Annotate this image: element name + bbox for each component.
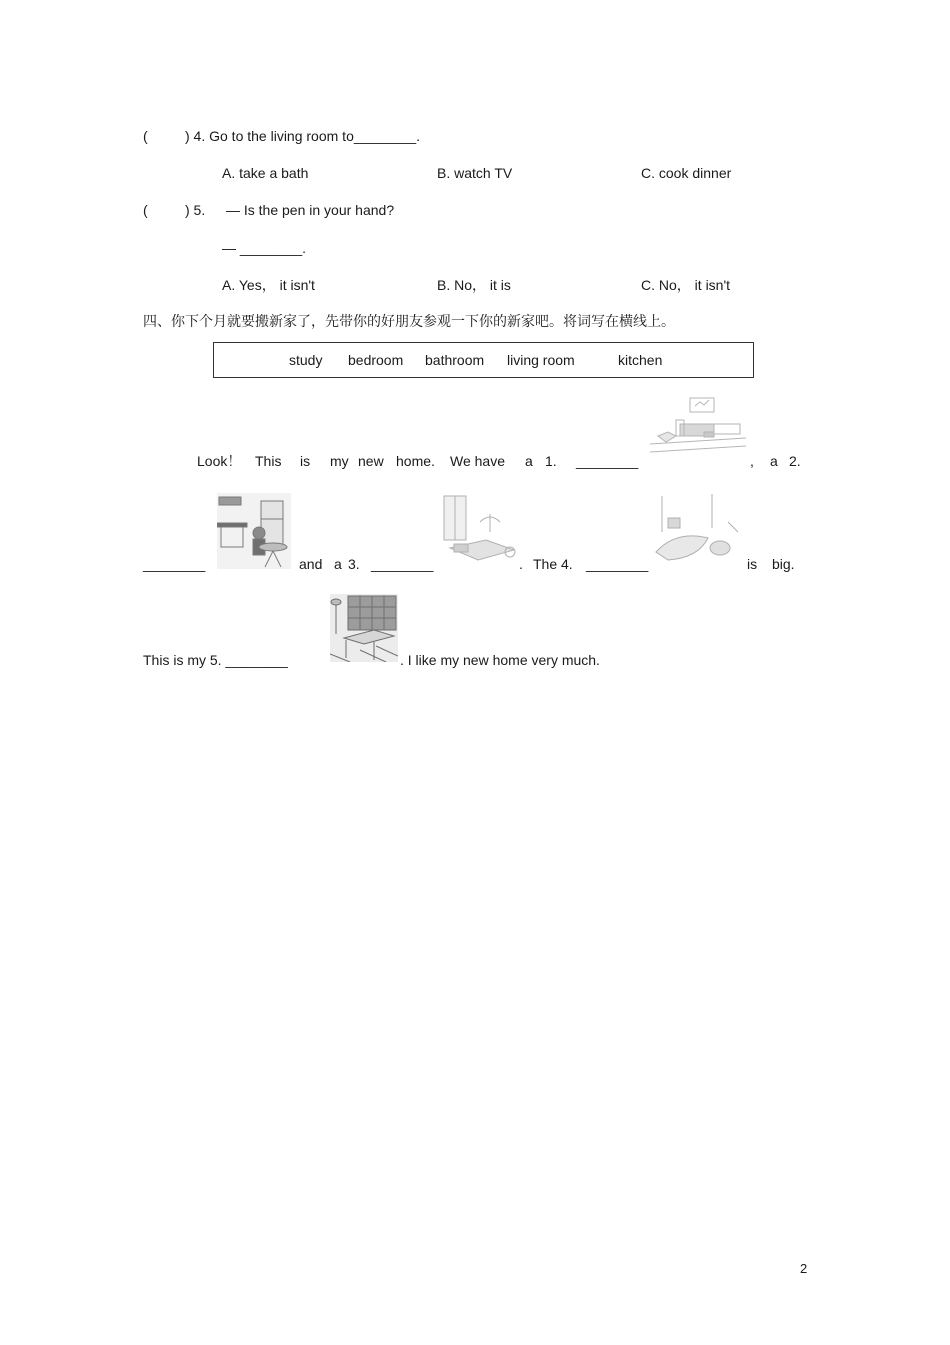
living-room-picture	[650, 394, 746, 456]
word-kitchen: kitchen	[618, 352, 663, 368]
q4-option-c: C. cook dinner	[641, 165, 732, 181]
q4-option-a: A. take a bath	[222, 165, 309, 181]
word-bathroom: bathroom	[425, 352, 485, 368]
passage-word: and	[299, 556, 323, 572]
word-bedroom: bedroom	[348, 352, 404, 368]
passage-dot: .	[519, 556, 523, 572]
passage-word: This	[255, 453, 282, 469]
kitchen-picture	[217, 493, 291, 569]
word-living-room: living room	[507, 352, 575, 368]
passage-look: Look！	[197, 453, 242, 469]
passage-word: is	[747, 556, 758, 572]
passage-word: is	[300, 453, 311, 469]
blank-2[interactable]: ________	[143, 556, 206, 572]
passage-word: big.	[772, 556, 795, 572]
q4-paren: (	[143, 128, 148, 144]
q5-question: — Is the pen in your hand?	[226, 202, 395, 218]
passage-line-3-end: . I like my new home very much.	[400, 652, 600, 668]
q5-answer-line: — ________.	[222, 240, 307, 256]
q5-option-b: B. No， it is	[437, 277, 511, 293]
q4-stem: ) 4. Go to the living room to________.	[185, 128, 421, 144]
passage-word: new	[358, 453, 384, 469]
section-heading: 四、你下个月就要搬新家了，先带你的好朋友参观一下你的新家吧。将词写在横线上。	[143, 314, 675, 330]
passage-word: 1.	[545, 453, 557, 469]
page-number: 2	[800, 1261, 808, 1276]
passage-word: 2.	[789, 453, 801, 469]
blank-4[interactable]: ________	[586, 556, 649, 572]
passage-comma: ,	[750, 453, 754, 469]
passage-word: home.	[396, 453, 435, 469]
passage-word: a	[334, 556, 342, 572]
study-picture	[330, 594, 398, 662]
bedroom-picture	[440, 492, 520, 568]
blank-1[interactable]: ________	[576, 453, 639, 469]
q4-option-b: B. watch TV	[437, 165, 513, 181]
passage-word: my	[330, 453, 349, 469]
passage-word: 3.	[348, 556, 360, 572]
q5-option-c: C. No， it isn't	[641, 277, 731, 293]
blank-3[interactable]: ________	[371, 556, 434, 572]
passage-word: We have	[450, 453, 505, 469]
q5-option-a: A. Yes， it isn't	[222, 277, 315, 293]
passage-word: a	[770, 453, 778, 469]
bathroom-picture	[652, 492, 738, 568]
passage-word: a	[525, 453, 533, 469]
passage-word: The 4.	[533, 556, 573, 572]
q5-paren: (	[143, 202, 148, 218]
word-study: study	[289, 352, 323, 368]
passage-line-3-start: This is my 5. ________	[143, 652, 288, 668]
q5-stem: ) 5.	[185, 202, 206, 218]
